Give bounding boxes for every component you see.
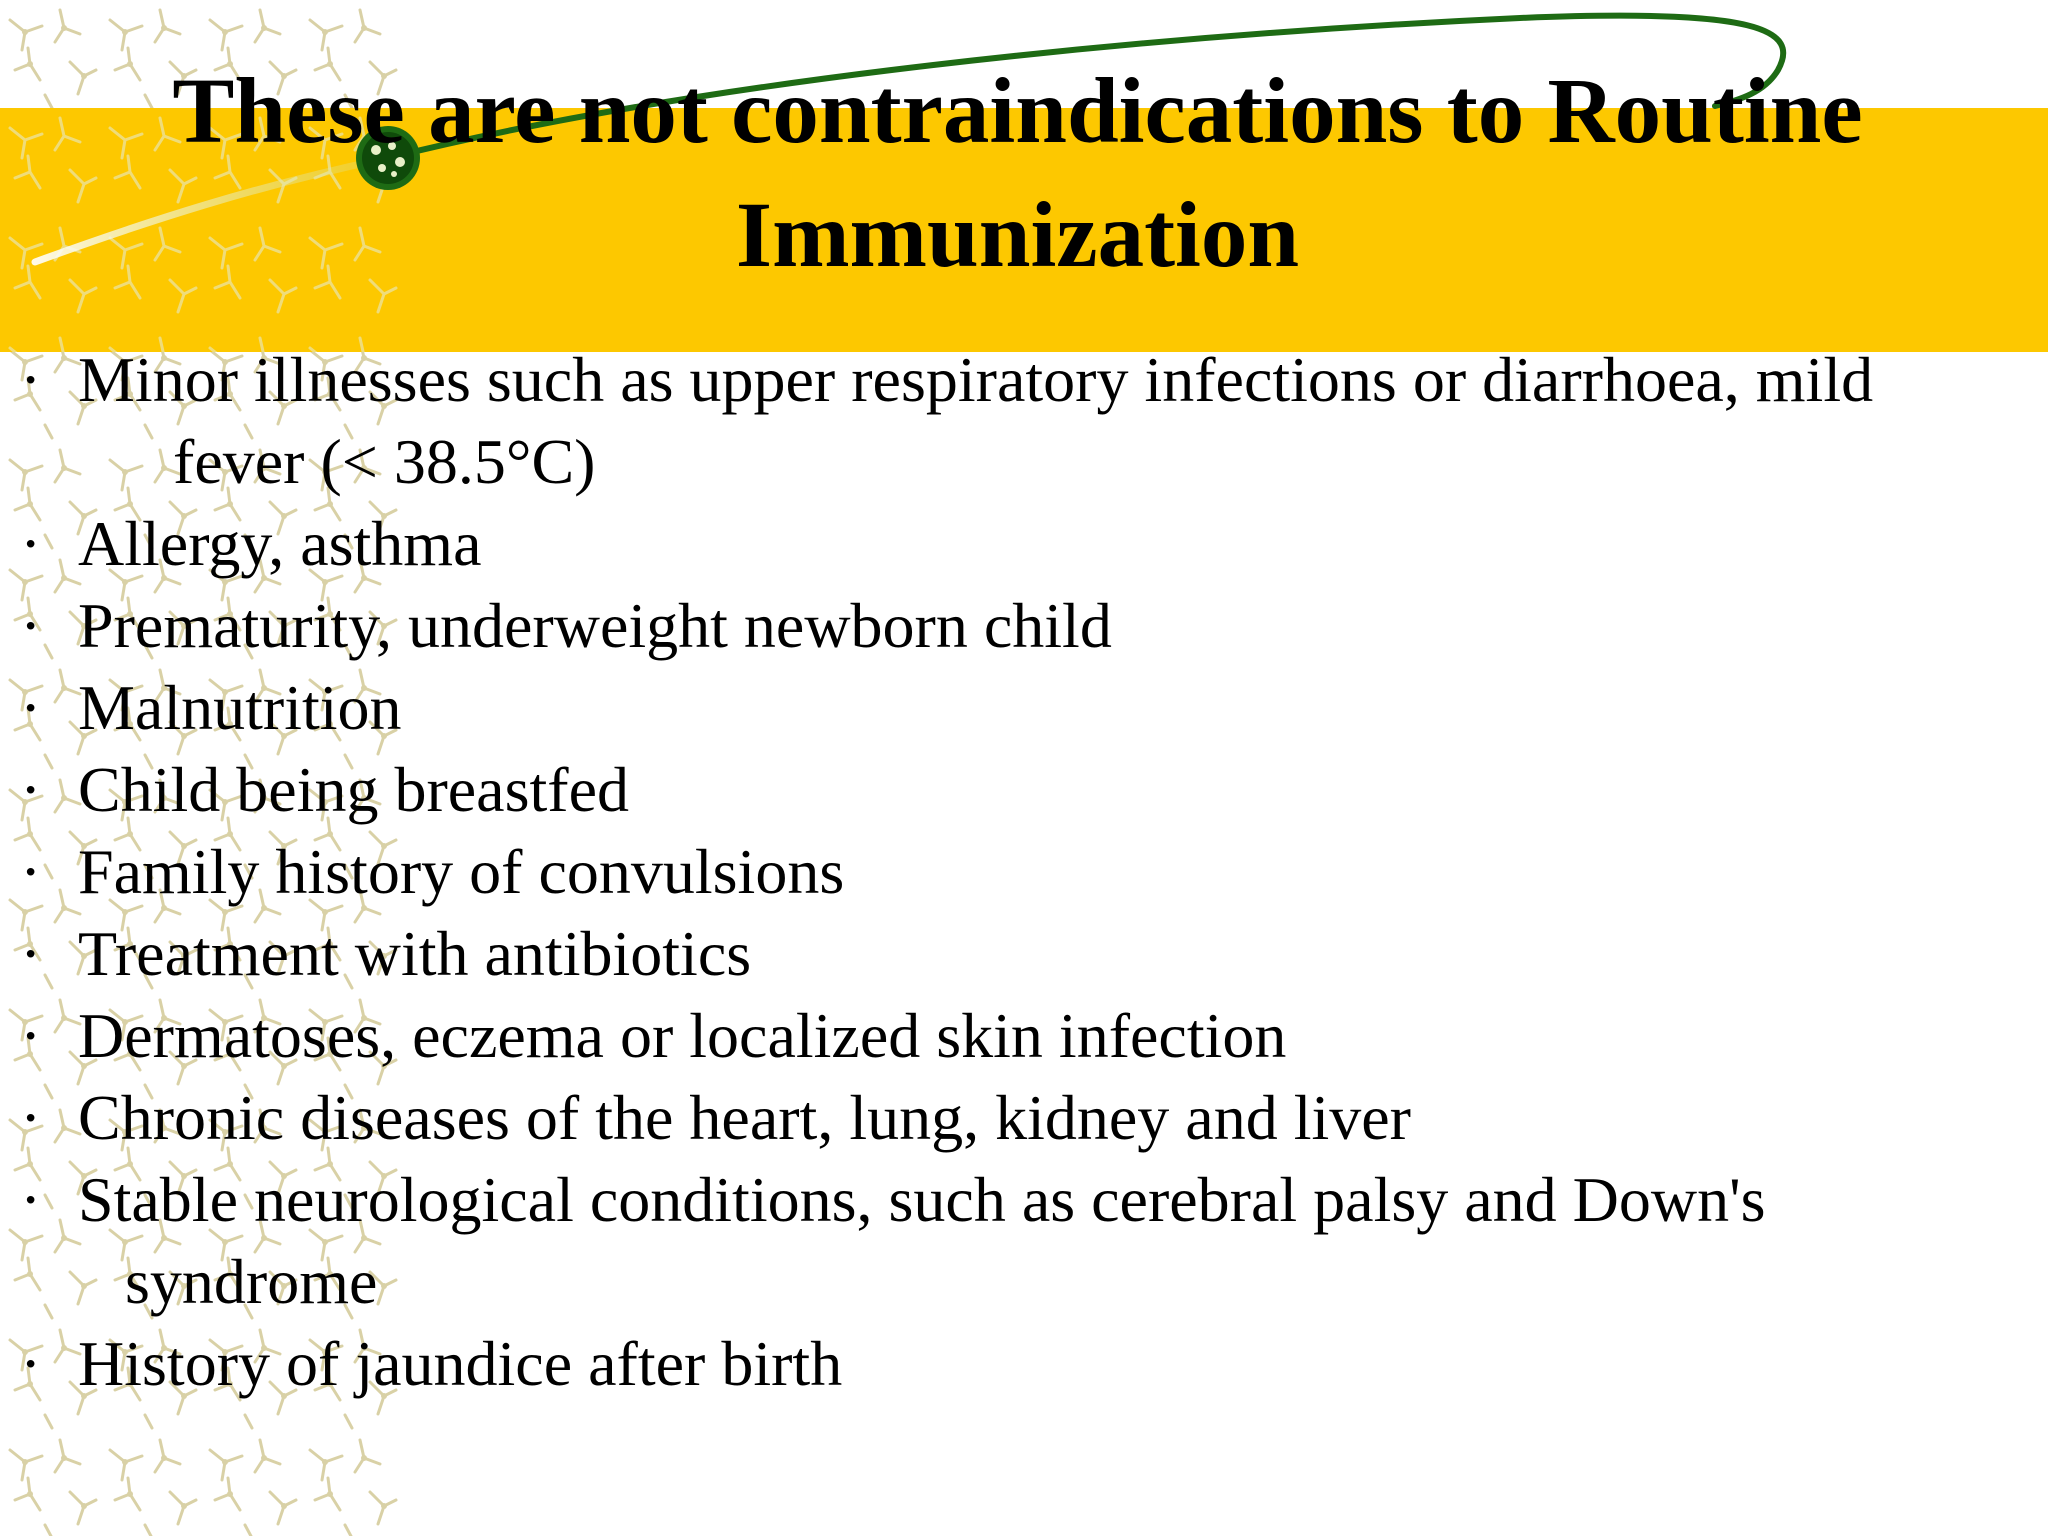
list-item: [20, 585, 2020, 667]
list-item-continuation: fever (< 38.5°C): [173, 426, 596, 497]
bullet-glyph: ·: [20, 918, 42, 989]
list-item-text: Stable neurological conditions, such as cerebral palsy and Down's: [78, 1164, 1766, 1235]
list-item-text: Malnutrition: [78, 672, 402, 743]
bullet-glyph: ·: [20, 344, 42, 415]
title-line-1: These are not contraindications to Routine: [172, 60, 1863, 163]
list-item-text: Allergy, asthma: [78, 508, 482, 579]
bullet-glyph: ·: [20, 836, 42, 907]
list-item-text: Child being breastfed: [78, 754, 629, 825]
list-item-text: Dermatoses, eczema or localized skin infection: [78, 1000, 1287, 1071]
title-line-2: Immunization: [735, 184, 1300, 287]
list-item: [20, 749, 2020, 831]
list-item: [20, 995, 2020, 1077]
bullet-glyph: ·: [20, 1328, 42, 1399]
bullet-glyph: ·: [20, 590, 42, 661]
list-item: [20, 831, 2020, 913]
bullet-glyph: ·: [20, 754, 42, 825]
list-item-text: Family history of convulsions: [78, 836, 845, 907]
list-item: [20, 339, 2020, 503]
list-item: [20, 913, 2020, 995]
list-item: [20, 1077, 2020, 1159]
list-item: [20, 1323, 2020, 1405]
bullet-glyph: ·: [20, 1000, 42, 1071]
list-item: [20, 503, 2020, 585]
bullet-glyph: ·: [20, 1082, 42, 1153]
list-item-text: Treatment with antibiotics: [78, 918, 752, 989]
bullet-glyph: ·: [20, 1164, 42, 1235]
bullet-glyph: ·: [20, 672, 42, 743]
bullet-list: [20, 339, 2020, 1405]
list-item-text: Chronic diseases of the heart, lung, kidney and liver: [78, 1082, 1411, 1153]
list-item: [20, 667, 2020, 749]
list-item-text: History of jaundice after birth: [78, 1328, 843, 1399]
list-item-text: Prematurity, underweight newborn child: [78, 590, 1112, 661]
list-item: [20, 1159, 2020, 1323]
slide-title: [30, 50, 2005, 298]
list-item-continuation: syndrome: [125, 1246, 378, 1317]
list-item-text: Minor illnesses such as upper respiratory infections or diarrhoea, mild: [78, 344, 1874, 415]
bullet-glyph: ·: [20, 508, 42, 579]
